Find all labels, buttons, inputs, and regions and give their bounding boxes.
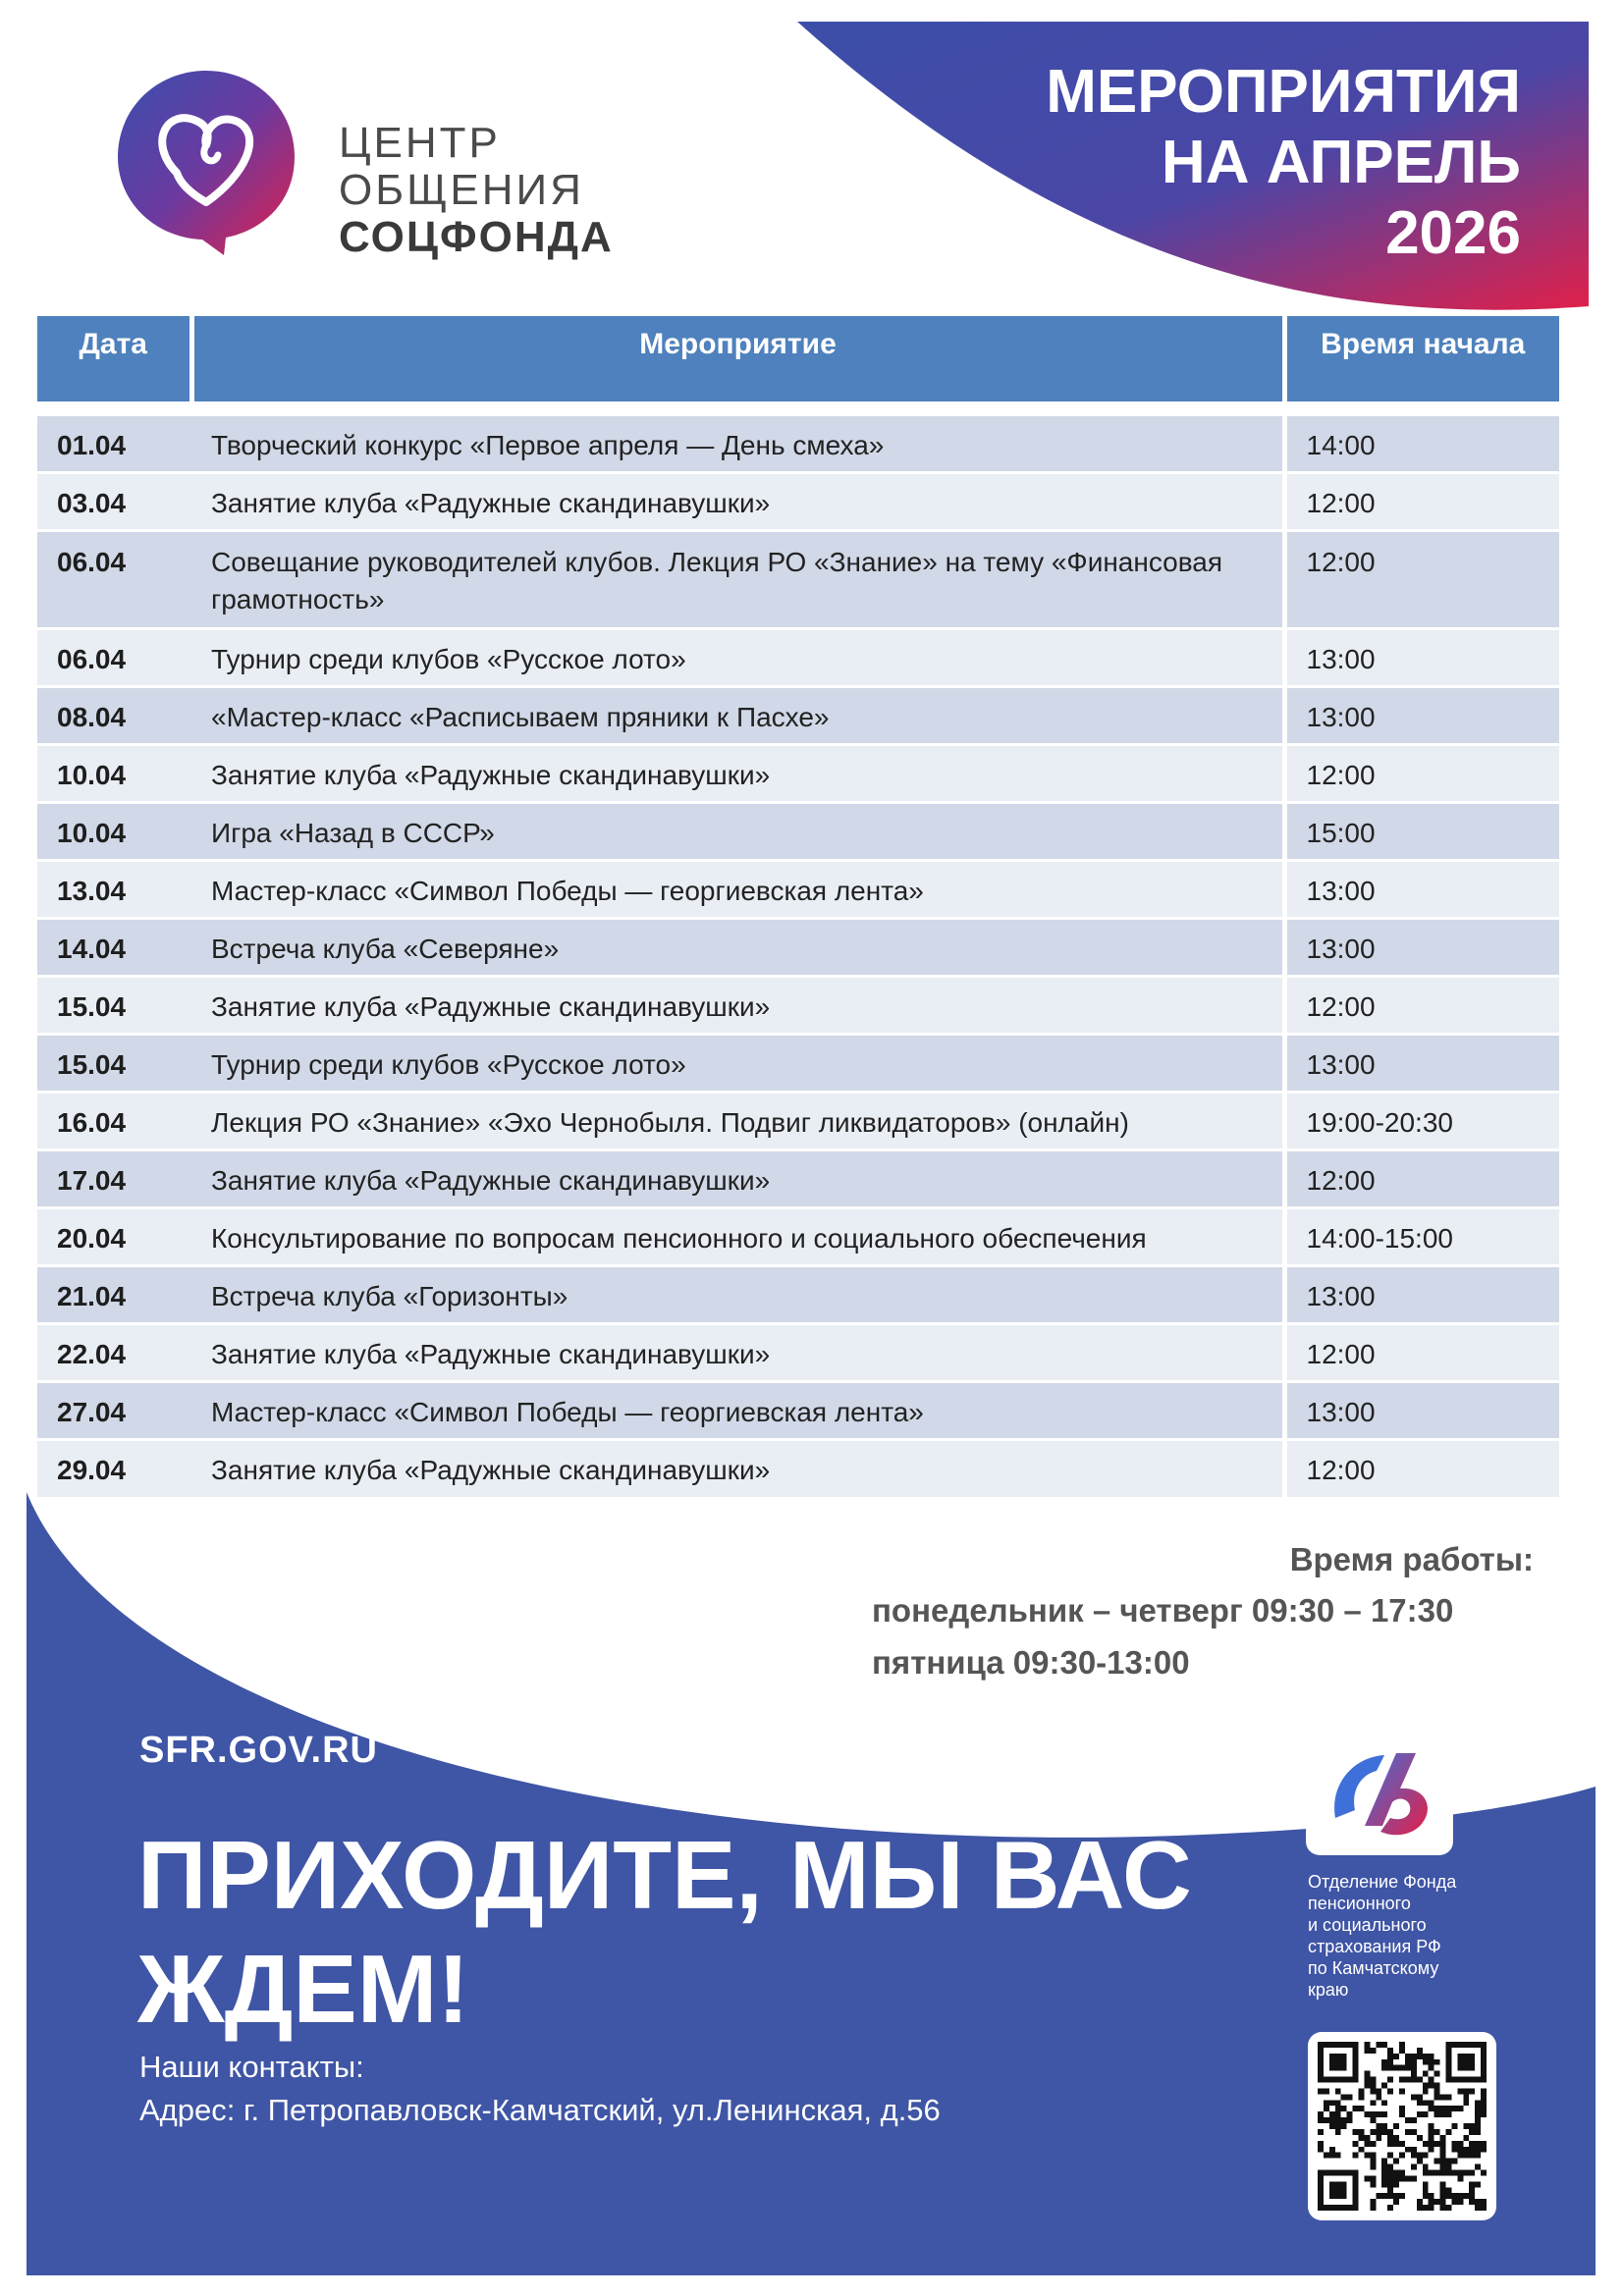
row-event: Совещание руководителей клубов. Лекция РО «Знание» на тему «Финансовая грамотность» (191, 530, 1284, 628)
row-date: 17.04 (37, 1149, 191, 1207)
row-event: Занятие клуба «Радужные скандинавушки» (191, 472, 1284, 530)
org-name-line-1: ЦЕНТР (339, 119, 501, 167)
row-time: 12:00 (1284, 1439, 1559, 1497)
contacts-address: Адрес: г. Петропавловск-Камчатский, ул.Ленинская, д.56 (139, 2093, 941, 2127)
row-time: 12:00 (1284, 1323, 1559, 1381)
row-event: Лекция РО «Знание» «Эхо Чернобыля. Подвиг ликвидаторов» (онлайн) (191, 1092, 1284, 1149)
table-row (37, 918, 1559, 976)
row-event: Занятие клуба «Радужные скандинавушки» (191, 744, 1284, 802)
title-line-2: НА АПРЕЛЬ (1161, 129, 1521, 196)
call-to-action: ПРИХОДИТЕ, МЫ ВАС ЖДЕМ! (137, 1821, 1192, 2043)
table-row (37, 1265, 1559, 1323)
table-header-row (37, 316, 1559, 402)
header-time: Время начала (1284, 316, 1559, 402)
events-table (37, 316, 1559, 1497)
table-row (37, 1034, 1559, 1092)
row-event: Мастер-класс «Символ Победы — георгиевская лента» (191, 860, 1284, 918)
sfr-line-1: Отделение Фонда (1308, 1872, 1457, 1892)
row-event: «Мастер-класс «Расписываем пряники к Пасхе» (191, 686, 1284, 744)
row-date: 29.04 (37, 1439, 191, 1497)
row-date: 21.04 (37, 1265, 191, 1323)
table-row (37, 1207, 1559, 1265)
row-time: 13:00 (1284, 860, 1559, 918)
row-date: 13.04 (37, 860, 191, 918)
table-row (37, 1323, 1559, 1381)
table-row (37, 530, 1559, 628)
row-event: Турнир среди клубов «Русское лото» (191, 1034, 1284, 1092)
table-row (37, 686, 1559, 744)
sfr-line-5: по Камчатскому (1308, 1958, 1439, 1978)
hours-friday: пятница 09:30-13:00 (872, 1644, 1190, 1681)
center-logo-icon (108, 65, 304, 257)
sfr-caption (1308, 1871, 1524, 2001)
table-row (37, 976, 1559, 1034)
row-date: 22.04 (37, 1323, 191, 1381)
row-date: 20.04 (37, 1207, 191, 1265)
row-time: 15:00 (1284, 802, 1559, 860)
row-date: 16.04 (37, 1092, 191, 1149)
table-row (37, 1092, 1559, 1149)
row-time: 12:00 (1284, 472, 1559, 530)
row-date: 01.04 (37, 414, 191, 472)
table-row (37, 860, 1559, 918)
row-time: 13:00 (1284, 1034, 1559, 1092)
contacts (139, 2046, 941, 2132)
row-time: 13:00 (1284, 1265, 1559, 1323)
org-name-line-3: СОЦФОНДА (339, 213, 614, 261)
row-event: Занятие клуба «Радужные скандинавушки» (191, 1149, 1284, 1207)
table-row (37, 1381, 1559, 1439)
table-row (37, 414, 1559, 472)
row-event: Мастер-класс «Символ Победы — георгиевская лента» (191, 1381, 1284, 1439)
row-date: 27.04 (37, 1381, 191, 1439)
sfr-line-2: пенсионного (1308, 1894, 1411, 1913)
sfr-line-3: и социального (1308, 1915, 1427, 1935)
row-time: 12:00 (1284, 744, 1559, 802)
header-event: Мероприятие (191, 316, 1284, 402)
row-date: 14.04 (37, 918, 191, 976)
row-time: 13:00 (1284, 918, 1559, 976)
sfr-line-4: страхования РФ (1308, 1937, 1441, 1956)
row-date: 03.04 (37, 472, 191, 530)
row-time: 14:00-15:00 (1284, 1207, 1559, 1265)
row-event: Встреча клуба «Горизонты» (191, 1265, 1284, 1323)
table-row (37, 802, 1559, 860)
row-date: 06.04 (37, 530, 191, 628)
row-time: 13:00 (1284, 628, 1559, 686)
row-time: 12:00 (1284, 530, 1559, 628)
page-title (1046, 57, 1521, 269)
qr-code-icon (1318, 2042, 1487, 2211)
title-line-1: МЕРОПРИЯТИЯ (1046, 58, 1521, 126)
row-date: 08.04 (37, 686, 191, 744)
row-date: 10.04 (37, 802, 191, 860)
table-body (37, 402, 1559, 1497)
row-time: 12:00 (1284, 976, 1559, 1034)
row-date: 15.04 (37, 1034, 191, 1092)
sfr-logo-icon (1306, 1728, 1453, 1855)
row-date: 10.04 (37, 744, 191, 802)
sfr-line-6: краю (1308, 1980, 1349, 2000)
table-gap (37, 402, 1559, 414)
row-event: Занятие клуба «Радужные скандинавушки» (191, 1439, 1284, 1497)
row-event: Консультирование по вопросам пенсионного и социального обеспечения (191, 1207, 1284, 1265)
row-time: 12:00 (1284, 1149, 1559, 1207)
row-event: Встреча клуба «Северяне» (191, 918, 1284, 976)
row-date: 15.04 (37, 976, 191, 1034)
row-time: 13:00 (1284, 686, 1559, 744)
qr-code-container[interactable] (1308, 2032, 1496, 2220)
table-row (37, 472, 1559, 530)
row-event: Занятие клуба «Радужные скандинавушки» (191, 1323, 1284, 1381)
table-row (37, 1439, 1559, 1497)
hours-title: Время работы: (1289, 1541, 1534, 1577)
row-event: Турнир среди клубов «Русское лото» (191, 628, 1284, 686)
table-row (37, 628, 1559, 686)
row-time: 13:00 (1284, 1381, 1559, 1439)
row-event: Игра «Назад в СССР» (191, 802, 1284, 860)
row-date: 06.04 (37, 628, 191, 686)
org-name (339, 120, 614, 261)
header-date: Дата (37, 316, 191, 402)
row-event: Творческий конкурс «Первое апреля — День смеха» (191, 414, 1284, 472)
contacts-label: Наши контакты: (139, 2050, 364, 2084)
table-row (37, 744, 1559, 802)
website-link[interactable]: SFR.GOV.RU (139, 1730, 378, 1771)
hours-weekdays: понедельник – четверг 09:30 – 17:30 (872, 1592, 1454, 1629)
org-name-line-2: ОБЩЕНИЯ (339, 166, 584, 214)
row-time: 19:00-20:30 (1284, 1092, 1559, 1149)
row-event: Занятие клуба «Радужные скандинавушки» (191, 976, 1284, 1034)
table-row (37, 1149, 1559, 1207)
row-time: 14:00 (1284, 414, 1559, 472)
title-line-3: 2026 (1385, 199, 1521, 267)
